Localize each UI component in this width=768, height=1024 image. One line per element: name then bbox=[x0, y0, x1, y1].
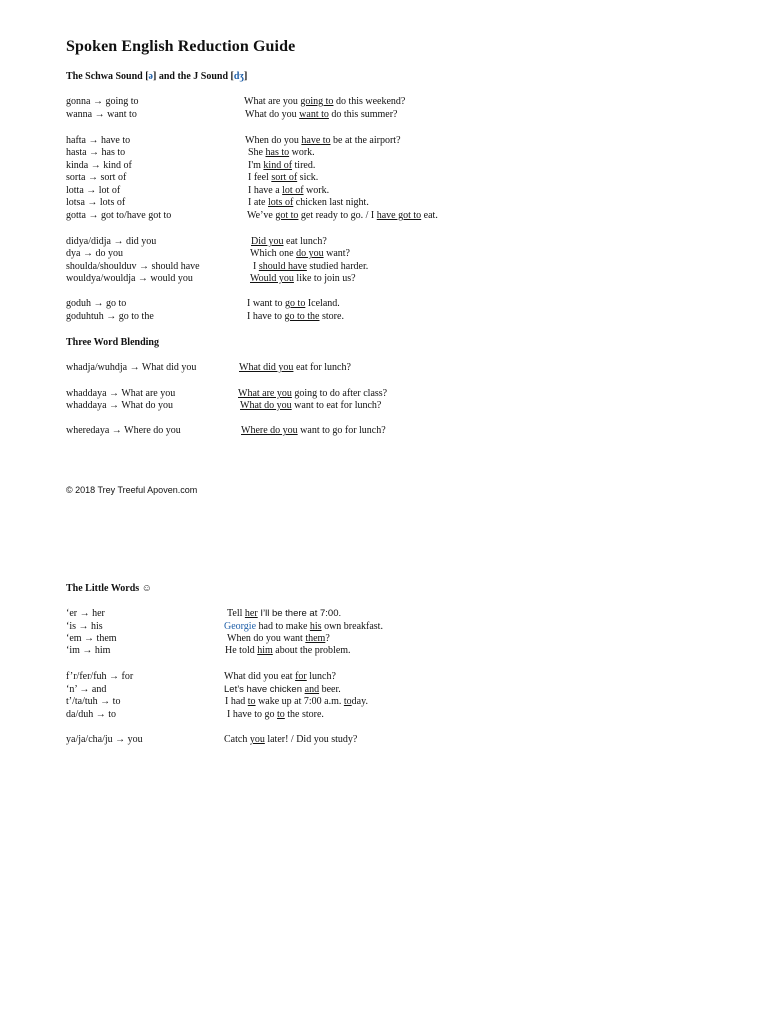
example-sentence bbox=[248, 146, 315, 159]
underlined-text: Would you bbox=[250, 273, 294, 284]
text: Tell bbox=[227, 608, 245, 619]
text: eat lunch? bbox=[283, 236, 327, 247]
reduction-form: goduh → go to bbox=[66, 298, 127, 309]
text: work. bbox=[289, 147, 315, 158]
example-sentence bbox=[224, 670, 336, 683]
example-sentence bbox=[227, 607, 341, 620]
reduction-form: ya/ja/cha/ju → you bbox=[66, 734, 143, 745]
underlined-text: Where do you bbox=[241, 425, 298, 436]
text: lunch? bbox=[306, 671, 336, 682]
text: day. bbox=[351, 696, 368, 707]
text: I have to bbox=[247, 311, 285, 322]
text: Catch bbox=[224, 734, 250, 745]
reduction-row bbox=[0, 399, 768, 412]
text: When do you bbox=[245, 135, 302, 146]
example-sentence bbox=[247, 209, 438, 222]
reduction-row bbox=[0, 95, 768, 108]
text: chicken last night. bbox=[293, 197, 369, 208]
text: be at the airport? bbox=[330, 135, 401, 146]
reduction-form: ‘er → her bbox=[66, 608, 105, 619]
name-text: Georgie bbox=[224, 621, 257, 632]
example-sentence bbox=[248, 196, 369, 209]
underlined-text: go to bbox=[285, 298, 306, 309]
reduction-form: ‘im → him bbox=[66, 645, 111, 656]
reduction-form: lotta → lot of bbox=[66, 185, 121, 196]
text: Which one bbox=[250, 248, 297, 259]
underlined-text: go to the bbox=[284, 311, 320, 322]
reduction-form: sorta → sort of bbox=[66, 172, 127, 183]
reduction-row bbox=[0, 247, 768, 260]
page-title: Spoken English Reduction Guide bbox=[66, 38, 296, 55]
text: do this summer? bbox=[328, 109, 398, 120]
reduction-form: ‘em → them bbox=[66, 633, 117, 644]
underlined-text: to bbox=[277, 709, 285, 720]
text: I bbox=[253, 261, 259, 272]
underlined-text: got to bbox=[275, 210, 299, 221]
underlined-text: you bbox=[249, 734, 265, 745]
underlined-text: has to bbox=[265, 147, 290, 158]
underlined-text: to bbox=[343, 696, 352, 707]
section-heading-schwa bbox=[66, 71, 247, 82]
text: I have a bbox=[248, 185, 283, 196]
example-sentence bbox=[241, 424, 386, 437]
underlined-text: lot of bbox=[282, 185, 304, 196]
text: beer. bbox=[319, 684, 341, 695]
text: eat. bbox=[421, 210, 438, 221]
example-sentence bbox=[240, 399, 381, 412]
text: I want to bbox=[247, 298, 286, 309]
reduction-form: wheredaya → Where do you bbox=[66, 425, 181, 436]
reduction-row bbox=[0, 424, 768, 437]
underlined-text: want to bbox=[299, 109, 329, 120]
underlined-text: lots of bbox=[268, 197, 294, 208]
reduction-row bbox=[0, 146, 768, 159]
reduction-form: f’r/fer/fuh → for bbox=[66, 671, 134, 682]
underlined-text: kind of bbox=[263, 160, 293, 171]
example-sentence bbox=[248, 171, 318, 184]
underlined-text: and bbox=[304, 684, 320, 695]
reduction-form: ‘n’ → and bbox=[66, 684, 107, 695]
reduction-form: lotsa → lots of bbox=[66, 197, 126, 208]
underlined-text: have to bbox=[301, 135, 331, 146]
example-sentence bbox=[225, 644, 351, 657]
underlined-text: for bbox=[295, 671, 307, 682]
text: He told bbox=[225, 645, 258, 656]
heading-text: ] bbox=[244, 71, 248, 82]
text: tired. bbox=[292, 160, 316, 171]
underlined-text: sort of bbox=[271, 172, 298, 183]
reduction-row bbox=[0, 272, 768, 285]
example-sentence bbox=[250, 272, 356, 285]
text: sick. bbox=[297, 172, 319, 183]
heading-text: ] and the J Sound [ bbox=[152, 71, 234, 82]
example-sentence bbox=[239, 361, 351, 374]
text: want? bbox=[323, 248, 350, 259]
underlined-text: What are you bbox=[238, 388, 292, 399]
text: eat for lunch? bbox=[293, 362, 351, 373]
text: What do you bbox=[245, 109, 300, 120]
text: going to do after class? bbox=[291, 388, 388, 399]
reduction-row bbox=[0, 209, 768, 222]
example-sentence bbox=[227, 708, 324, 721]
example-sentence bbox=[245, 108, 397, 121]
reduction-row bbox=[0, 695, 768, 708]
underlined-text: them bbox=[305, 633, 326, 644]
text: studied harder. bbox=[306, 261, 369, 272]
text: I had bbox=[225, 696, 248, 707]
text: She bbox=[248, 147, 266, 158]
reduction-row bbox=[0, 108, 768, 121]
example-sentence bbox=[224, 733, 357, 746]
text: want to eat for lunch? bbox=[291, 400, 382, 411]
text: the store. bbox=[284, 709, 324, 720]
reduction-form: whaddaya → What are you bbox=[66, 388, 176, 399]
text: I’ll be there at 7:00. bbox=[257, 608, 342, 619]
example-sentence bbox=[244, 95, 405, 108]
ipa-j: dʒ bbox=[233, 71, 244, 82]
underlined-text: going to bbox=[300, 96, 334, 107]
text: want to go for lunch? bbox=[297, 425, 386, 436]
reduction-form: goduhtuh → go to the bbox=[66, 311, 154, 322]
underlined-text: his bbox=[309, 621, 322, 632]
text: Iceland. bbox=[305, 298, 340, 309]
text: I feel bbox=[248, 172, 272, 183]
underlined-text: have got to bbox=[376, 210, 422, 221]
text: later! / Did you study? bbox=[264, 734, 358, 745]
example-sentence bbox=[247, 310, 344, 323]
reduction-form: hasta → has to bbox=[66, 147, 126, 158]
reduction-row bbox=[0, 708, 768, 721]
reduction-row bbox=[0, 310, 768, 323]
text: about the problem. bbox=[272, 645, 351, 656]
copyright-notice: © 2018 Trey Treeful Apoven.com bbox=[66, 485, 198, 495]
ipa-schwa: ə bbox=[148, 71, 153, 82]
reduction-row bbox=[0, 670, 768, 683]
reduction-form: gonna → going to bbox=[66, 96, 139, 107]
text: What did you eat bbox=[224, 671, 296, 682]
text: get ready to go. / I bbox=[298, 210, 377, 221]
reduction-row bbox=[0, 361, 768, 374]
reduction-row bbox=[0, 644, 768, 657]
reduction-form: kinda → kind of bbox=[66, 160, 132, 171]
text: What are you bbox=[244, 96, 301, 107]
underlined-text: What did you bbox=[239, 362, 294, 373]
reduction-row bbox=[0, 196, 768, 209]
underlined-text: her bbox=[244, 608, 258, 619]
reduction-row bbox=[0, 171, 768, 184]
text: We’ve bbox=[247, 210, 276, 221]
underlined-text: Did you bbox=[251, 236, 284, 247]
reduction-form: t’/ta/tuh → to bbox=[66, 696, 121, 707]
reduction-form: hafta → have to bbox=[66, 135, 131, 146]
underlined-text: to bbox=[247, 696, 256, 707]
reduction-row bbox=[0, 297, 768, 310]
reduction-form: didya/didja → did you bbox=[66, 236, 157, 247]
example-sentence bbox=[250, 247, 350, 260]
text: like to join us? bbox=[293, 273, 356, 284]
text: do this weekend? bbox=[333, 96, 406, 107]
text: I'm bbox=[248, 160, 264, 171]
section-heading-little-words: The Little Words ☺ bbox=[66, 583, 152, 594]
reduction-form: shoulda/shoulduv → should have bbox=[66, 261, 200, 272]
reduction-form: ‘is → his bbox=[66, 621, 103, 632]
text: ? bbox=[325, 633, 330, 644]
text: work. bbox=[303, 185, 330, 196]
example-sentence bbox=[247, 297, 340, 310]
underlined-text: What do you bbox=[240, 400, 292, 411]
heading-text: The Schwa Sound [ bbox=[66, 71, 149, 82]
text: I ate bbox=[248, 197, 268, 208]
reduction-form: gotta → got to/have got to bbox=[66, 210, 172, 221]
reduction-form: whadja/wuhdja → What did you bbox=[66, 362, 197, 373]
text: own breakfast. bbox=[321, 621, 383, 632]
text: wake up at 7:00 a.m. bbox=[255, 696, 344, 707]
text: store. bbox=[319, 311, 344, 322]
reduction-form: da/duh → to bbox=[66, 709, 116, 720]
reduction-form: wanna → want to bbox=[66, 109, 137, 120]
reduction-form: wouldya/wouldja → would you bbox=[66, 273, 193, 284]
reduction-row bbox=[0, 733, 768, 746]
reduction-row bbox=[0, 607, 768, 620]
section-heading-three-word: Three Word Blending bbox=[66, 337, 159, 348]
reduction-form: whaddaya → What do you bbox=[66, 400, 174, 411]
underlined-text: should have bbox=[258, 261, 307, 272]
text: had to make bbox=[256, 621, 310, 632]
underlined-text: him bbox=[257, 645, 273, 656]
text: When do you want bbox=[227, 633, 306, 644]
text: Let’s have chicken bbox=[224, 684, 305, 695]
reduction-form: dya → do you bbox=[66, 248, 123, 259]
text: I have to go bbox=[227, 709, 277, 720]
underlined-text: do you bbox=[296, 248, 324, 259]
example-sentence bbox=[225, 695, 368, 708]
